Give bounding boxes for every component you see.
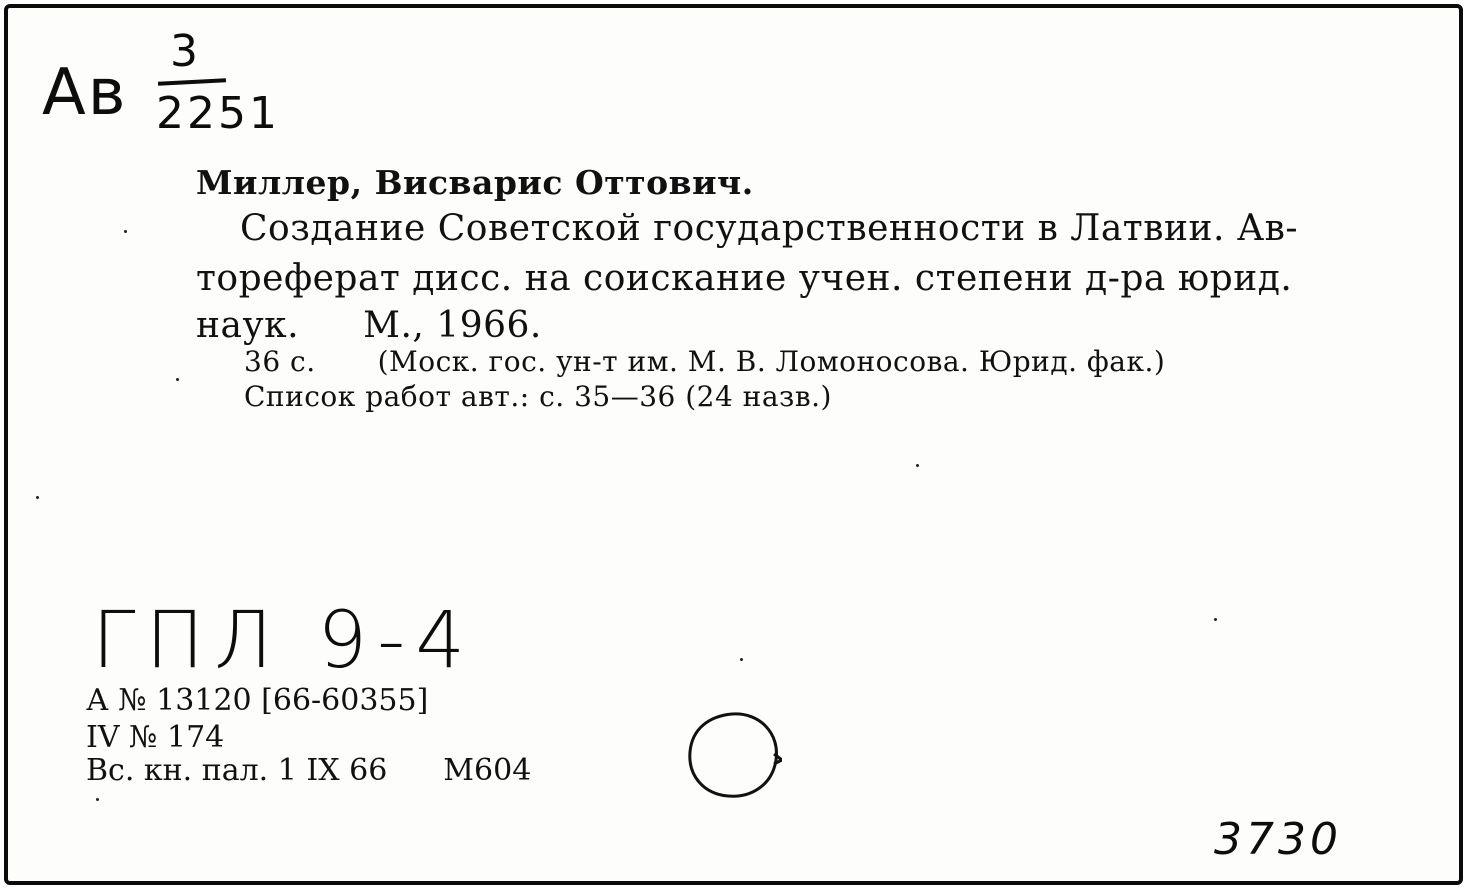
imprint: М., 1966. (363, 305, 542, 346)
shelfmark-prefix: Ав (42, 56, 128, 130)
handwritten-stamp: ГПЛ 9-4 (92, 596, 475, 686)
hand-drawn-circle (682, 708, 782, 802)
title-line-3 (196, 305, 542, 346)
accession-line-3 (86, 753, 531, 788)
title-line-1: Создание Советской государственности в Латвии. Ав- (240, 208, 1299, 249)
paper-speck (740, 658, 743, 661)
collation-line (244, 345, 1165, 378)
title-line-3-end: наук. (196, 305, 300, 346)
paper-speck (916, 464, 919, 467)
shelfmark-numerator: 3 (170, 26, 198, 77)
series-note: (Моск. гос. ун-т им. М. В. Ломоносова. Юрид. фак.) (377, 345, 1166, 378)
chamber-date: Вс. кн. пал. 1 IX 66 (86, 753, 388, 788)
author-heading: Миллер, Висварис Оттович. (196, 163, 754, 202)
shelfmark-denominator: 2251 (156, 88, 280, 139)
accession-line-2: IV № 174 (86, 720, 225, 755)
paper-speck (36, 496, 39, 499)
shelfmark-fraction-line (158, 78, 226, 86)
bibliography-note: Список работ авт.: с. 35—36 (24 назв.) (244, 380, 832, 413)
paper-speck (96, 798, 99, 801)
paper-speck (1214, 618, 1217, 621)
pages: 36 с. (244, 345, 316, 378)
title-line-2: тореферат дисс. на соискание учен. степени д-ра юрид. (196, 258, 1293, 299)
paper-speck (176, 378, 179, 381)
catalog-card (4, 4, 1463, 885)
print-code: М604 (443, 753, 532, 788)
accession-line-1: А № 13120 [66-60355] (86, 683, 429, 718)
paper-speck (124, 230, 127, 233)
corner-inventory-number: 3730 (1214, 814, 1342, 865)
